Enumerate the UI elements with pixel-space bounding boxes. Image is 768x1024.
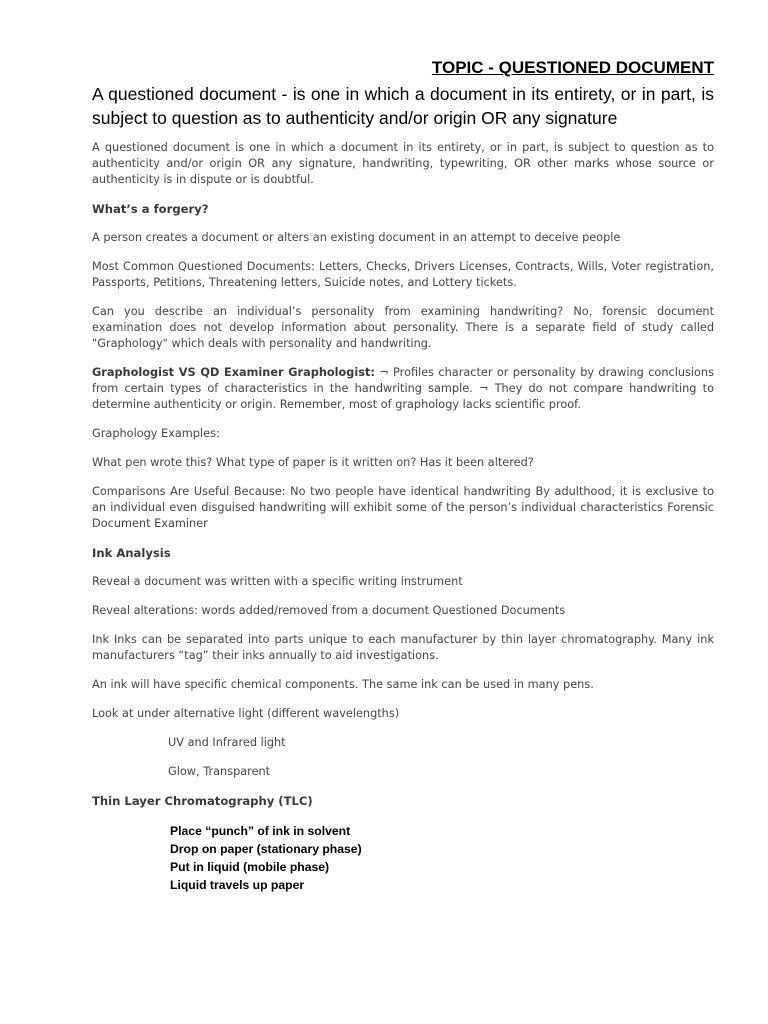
- graphology-questions: What pen wrote this? What type of paper is it written on? Has it been altered?: [92, 456, 534, 469]
- ink-alterations-paragraph: Reveal alterations: words added/removed from a document Questioned Documents: [92, 604, 566, 617]
- ink-instrument-paragraph: Reveal a document was written with a specific writing instrument: [92, 575, 463, 588]
- uv-infrared-line: UV and Infrared light: [168, 736, 286, 749]
- ink-analysis-heading: Ink Analysis: [92, 546, 171, 560]
- tlc-step: Put in liquid (mobile phase): [170, 860, 330, 874]
- graphologist-text: ¬ Profiles character or personality by drawing conclusions from certain types of characteristics in the handwriting sample. ¬ They do not compare handwriting to determine authenticity or origin. Remember, most of graphology lacks scientific proof.: [92, 366, 714, 411]
- forgery-definition: A person creates a document or alters an existing document in an attempt to deceive people: [92, 231, 621, 244]
- document-page: [92, 58, 714, 894]
- personality-paragraph: Can you describe an individual’s personality from examining handwriting? No, forensic document examination does not develop information about personality. There is a separate field of study called "Graphology" which deals with personality and handwriting.: [92, 305, 714, 350]
- comparisons-paragraph: Comparisons Are Useful Because: No two people have identical handwriting By adulthood, it is exclusive to an individual even disguised handwriting will exhibit some of the person’s individual characteristics Forensic Document Examiner: [92, 485, 714, 530]
- common-documents-paragraph: Most Common Questioned Documents: Letters, Checks, Drivers Licenses, Contracts, Wills, Voter registration, Passports, Petitions, Threatening letters, Suicide notes, and Lottery tickets.: [92, 260, 714, 289]
- page-title: TOPIC - QUESTIONED DOCUMENT: [431, 58, 714, 77]
- graphologist-bold-label: Graphologist VS QD Examiner Graphologist:: [92, 366, 375, 379]
- intro-paragraph: A questioned document is one in which a document in its entirety, or in part, is subject to question as to authenticity and/or origin OR any signature, handwriting, typewriting, OR other marks whose source or authenticity is in dispute or is doubtful.: [92, 141, 714, 186]
- ink-separation-paragraph: Ink Inks can be separated into parts unique to each manufacturer by thin layer chromatography. Many ink manufacturers “tag” their inks annually to aid investigations.: [92, 633, 714, 662]
- tlc-steps-list: [170, 822, 714, 894]
- graphology-examples-label: Graphology Examples:: [92, 427, 220, 440]
- graphologist-paragraph: [92, 365, 714, 413]
- glow-transparent-line: Glow, Transparent: [168, 765, 271, 778]
- lead-paragraph: A questioned document - is one in which a document in its entirety, or in part, is subject to question as to authenticity and/or origin OR any signature: [92, 84, 714, 128]
- tlc-step: Drop on paper (stationary phase): [170, 842, 362, 856]
- tlc-step: Liquid travels up paper: [170, 878, 305, 892]
- tlc-step: Place “punch” of ink in solvent: [170, 824, 351, 838]
- tlc-heading: Thin Layer Chromatography (TLC): [92, 794, 313, 808]
- forgery-heading: What’s a forgery?: [92, 202, 209, 216]
- ink-components-paragraph: An ink will have specific chemical components. The same ink can be used in many pens.: [92, 678, 594, 691]
- alt-light-paragraph: Look at under alternative light (different wavelengths): [92, 707, 400, 720]
